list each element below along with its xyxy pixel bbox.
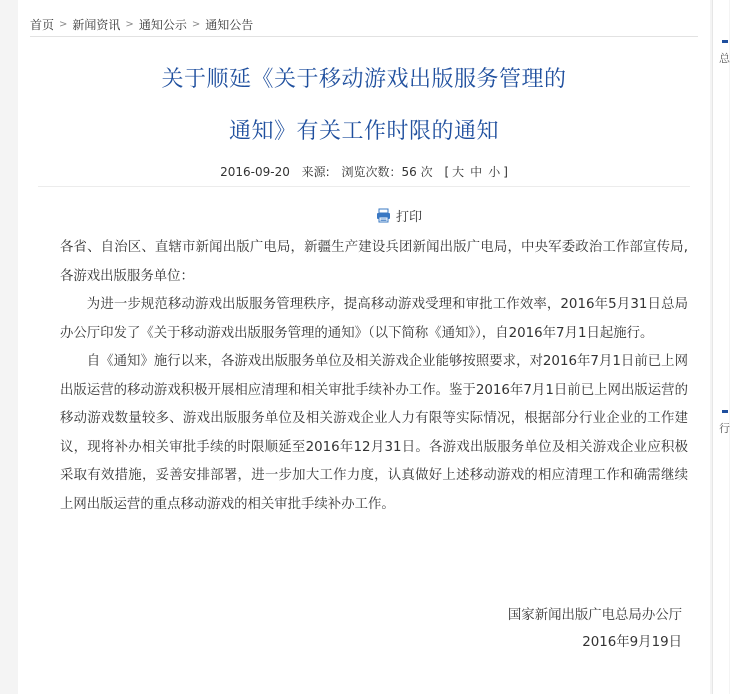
sidebar-text-bottom: 行 — [719, 422, 730, 435]
font-size-bracket-close: ] — [503, 165, 508, 179]
breadcrumb — [30, 15, 253, 33]
sidebar-accent-bottom — [722, 410, 728, 413]
right-sidebar — [712, 0, 729, 694]
font-size-medium[interactable]: 中 — [470, 165, 483, 179]
article-page — [18, 0, 710, 694]
breadcrumb-news[interactable]: 新闻资讯 — [72, 17, 121, 32]
print-button[interactable] — [376, 205, 422, 225]
breadcrumb-announcements[interactable]: 通知公告 — [205, 17, 254, 32]
article-title-line1: 关于顺延《关于移动游戏出版服务管理的 — [161, 67, 567, 92]
source-label: 来源: — [301, 165, 330, 179]
signature-organization: 国家新闻出版广电总局办公厅 — [507, 608, 682, 623]
font-size-controls — [444, 165, 507, 179]
font-size-large[interactable]: 大 — [452, 165, 465, 179]
signature-date: 2016年9月19日 — [582, 635, 682, 650]
print-label: 打印 — [396, 209, 423, 225]
meta-divider — [38, 186, 690, 187]
view-count: 浏览次数：56 次 — [341, 165, 433, 179]
font-size-small[interactable]: 小 — [488, 165, 501, 179]
body-paragraph: 为进一步规范移动游戏出版服务管理秩序，提高移动游戏受理和审批工作效率，2016年5月31日总局办公厅印发了《关于移动游戏出版服务管理的通知》（以下简称《通知》），自2016年7月1日起施行。 — [60, 297, 688, 341]
sidebar-text-top: 总 — [719, 52, 730, 65]
breadcrumb-divider — [30, 36, 698, 37]
article-title-line2: 通知》有关工作时限的通知 — [228, 119, 499, 144]
printer-icon — [376, 208, 391, 223]
article-meta — [18, 163, 710, 180]
breadcrumb-separator: > — [125, 18, 134, 30]
publish-date: 2016-09-20 — [220, 165, 290, 179]
font-size-bracket-open: [ — [444, 165, 450, 179]
sidebar-accent-top — [722, 40, 728, 43]
breadcrumb-separator: > — [59, 18, 68, 30]
body-paragraph: 自《通知》施行以来，各游戏出版服务单位及相关游戏企业能够按照要求，对2016年7月1日前已上网出版运营的移动游戏积极开展相应清理和相关审批手续补办工作。鉴于2016年7月1日前已上网出版运营的移动游戏数量较多、游戏出版服务单位及相关游戏企业人力有限等实际情况，根据部分行业企业的工作建议，现将补办相关审批手续的时限顺延至2016年12月31日。各游戏出版服务单位及相关游戏企业应积极采取有效措施，妥善安排部署，进一步加大工作力度，认真做好上述移动游戏的相应清理工作和确需继续上网出版运营的重点移动游戏的相关审批手续补办工作。 — [60, 354, 688, 512]
breadcrumb-home[interactable]: 首页 — [30, 17, 55, 32]
article-body — [60, 234, 688, 519]
breadcrumb-notices[interactable]: 通知公示 — [138, 17, 187, 32]
breadcrumb-separator: > — [191, 18, 201, 30]
salutation: 各省、自治区、直辖市新闻出版广电局，新疆生产建设兵团新闻出版广电局，中央军委政治工作部宣传局,各游戏出版服务单位： — [60, 240, 688, 284]
